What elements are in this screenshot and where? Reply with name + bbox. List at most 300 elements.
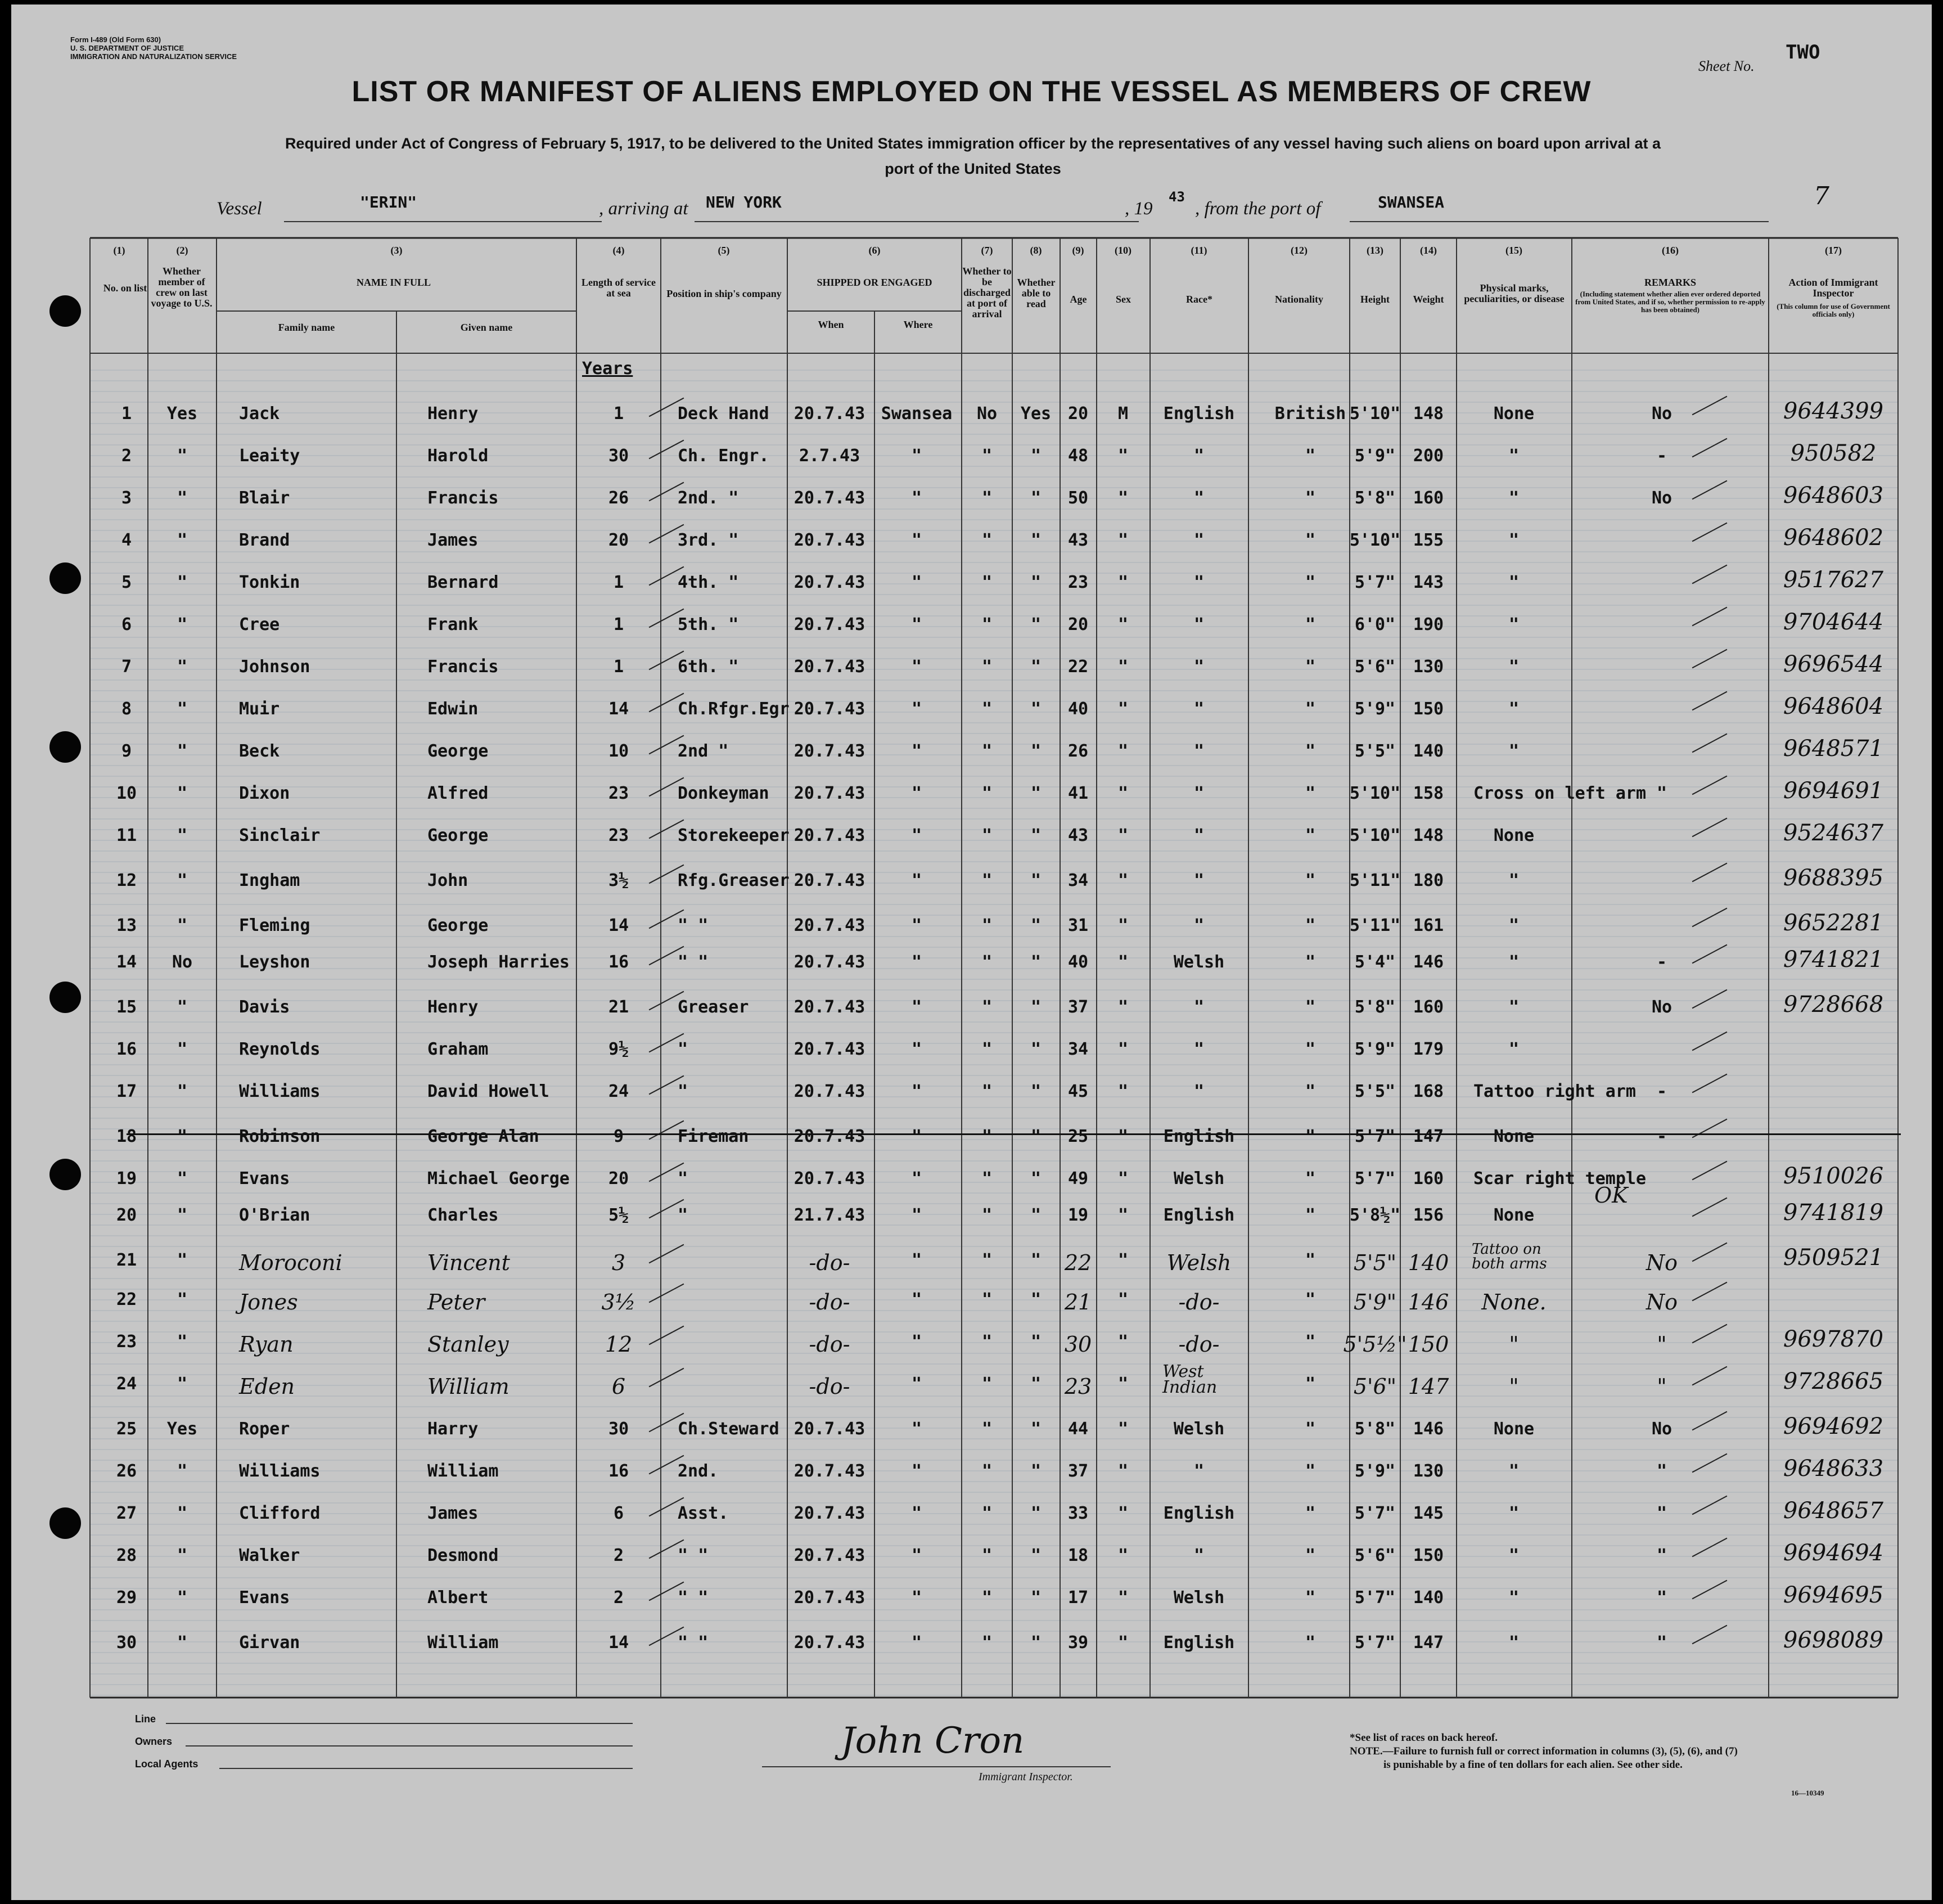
cell-given: Charles [427,1205,499,1225]
cell-act: 9698089 [1783,1627,1884,1653]
cell-nat: " [1305,488,1316,508]
column-number: (5) [718,245,730,256]
cell-pos: " " [678,916,709,935]
cell-read: " [1030,446,1042,466]
header-no-on-list: No. on list [103,282,147,294]
binder-hole [49,295,81,327]
cell-rem: " [1657,1332,1667,1357]
cell-crew: " [177,1205,188,1225]
cell-read: " [1030,615,1042,634]
cell-age: 44 [1067,1419,1089,1439]
cell-where: " [911,1169,922,1189]
header-action-note: (This column for use of Government officials only) [1777,302,1890,318]
cell-when: 2.7.43 [799,446,860,466]
cell-where: " [911,1127,922,1146]
cell-family: Fleming [239,916,310,935]
cell-given: James [427,530,479,550]
year-prefix: , 19 [1125,199,1153,219]
cell-len: 3½ [601,1290,636,1315]
binder-hole [49,982,81,1013]
cell-when: 20.7.43 [794,741,865,761]
cell-race: " [1193,615,1205,634]
cell-age: 33 [1067,1504,1089,1523]
cell-read: " [1030,952,1042,972]
cell-nat: " [1305,1461,1316,1481]
requirement-statement [124,131,1822,182]
cell-family: Clifford [239,1504,321,1523]
cell-wt: 158 [1413,784,1444,803]
cell-where: " [911,699,922,719]
header-length-service: Length of service at sea [581,277,656,299]
header-remarks-note: (Including statement whether alien ever ordered deported from United States, and if so, whether permission to re-apply has been obtained) [1575,290,1765,314]
cell-crew: " [177,446,188,466]
cell-crew: " [177,1127,188,1146]
cell-crew: " [177,573,188,592]
header-nationality: Nationality [1274,294,1323,305]
cell-read: " [1030,997,1042,1017]
cell-pos: Donkeyman [678,784,769,803]
cell-crew: " [177,1290,188,1309]
cell-dis: " [981,573,993,592]
cell-race: Welsh [1173,1169,1225,1189]
cell-sex: " [1117,446,1129,466]
cell-rem: - [1656,1127,1667,1146]
cell-race: " [1193,997,1205,1017]
cell-sex: " [1117,1588,1129,1608]
cell-dis: " [981,741,993,761]
cell-sex: " [1117,699,1129,719]
agents-underline [219,1768,633,1769]
cell-ht: 5'8" [1354,997,1396,1017]
header-physical-marks: Physical marks, peculiarities, or disease [1464,282,1565,304]
cell-len: 9 [613,1127,624,1146]
cell-phys: " [1508,530,1520,550]
cell-sex: " [1117,916,1129,935]
cell-ht: 5'7" [1354,1588,1396,1608]
cell-given: Henry [427,404,479,424]
cell-where: " [911,615,922,634]
cell-read: " [1030,826,1042,845]
cell-ht: 5'5" [1353,1250,1397,1275]
cell-dis: " [981,1374,993,1394]
cell-age: 20 [1067,404,1089,424]
cell-wt: 130 [1413,1461,1444,1481]
cell-rem: - [1656,446,1667,466]
cell-family: Robinson [239,1127,321,1146]
years-unit: Years [582,359,633,379]
cell-given: George [427,741,489,761]
cell-sex: " [1117,1332,1129,1352]
cell-race: English [1163,1633,1235,1653]
header-crew-last-voyage: Whether member of crew on last voyage to U.S. [151,265,213,309]
cell-given: Harold [427,446,489,466]
cell-phys: None [1493,1205,1535,1225]
cell-age: 22 [1064,1250,1092,1275]
cell-rem: " [1656,1588,1667,1608]
cell-sex: " [1117,488,1129,508]
cell-crew: Yes [166,1419,198,1439]
cell-act: 9728668 [1783,992,1884,1018]
cell-ht: 5'11" [1349,916,1401,935]
date-underline [919,221,1139,222]
cell-when: 20.7.43 [794,1546,865,1565]
cell-given: George [427,916,489,935]
cell-pos: " [678,1205,688,1225]
cell-len: 1 [613,657,624,677]
cell-when: 20.7.43 [794,1633,865,1653]
cell-sex: " [1117,826,1129,845]
cell-when: -do- [809,1332,850,1357]
cell-read: " [1030,1127,1042,1146]
cell-wt: 168 [1413,1082,1444,1101]
from-port-label: , from the port of [1195,199,1321,219]
cell-crew: " [177,1504,188,1523]
cell-ht: 6'0" [1354,615,1396,634]
cell-where: " [911,871,922,890]
cell-nat: " [1305,573,1316,592]
cell-len: 16 [608,952,629,972]
cell-phys: Tattoo on both arms [1472,1241,1547,1272]
cell-len: 12 [605,1332,633,1357]
cell-crew: " [177,1633,188,1653]
cell-phys: None [1493,826,1535,845]
cell-no: 14 [116,952,137,972]
cell-when: -do- [809,1250,850,1275]
cell-len: 5½ [608,1205,629,1225]
cell-where: " [911,488,922,508]
cell-family: Ingham [239,871,300,890]
cell-dis: " [981,1588,993,1608]
cell-rem: No [1651,404,1672,424]
cell-when: 20.7.43 [794,615,865,634]
cell-when: 20.7.43 [794,871,865,890]
cell-dis: " [981,1127,993,1146]
cell-when: 20.7.43 [794,1461,865,1481]
cell-race: " [1193,446,1205,466]
line-label: Line [135,1713,156,1725]
column-number: (4) [612,245,625,256]
cell-nat: " [1305,446,1316,466]
cell-no: 29 [116,1588,137,1608]
cell-family: Ryan [239,1332,294,1357]
vessel-label: Vessel [217,199,262,219]
cell-no: 11 [116,826,137,845]
cell-dis: " [981,1633,993,1653]
cell-act: 9694691 [1783,778,1884,804]
footnote-fine: is punishable by a fine of ten dollars for each alien. See other side. [1383,1759,1683,1771]
cell-sex: M [1117,404,1129,424]
cell-when: 20.7.43 [794,1039,865,1059]
cell-sex: " [1117,871,1129,890]
cell-phys: None [1493,404,1535,424]
cell-rem: No [1646,1250,1678,1275]
cell-family: Brand [239,530,290,550]
margin-mark: 7 [1814,182,1829,210]
cell-wt: 146 [1408,1290,1449,1315]
cell-pos: " [678,1169,688,1189]
cell-phys: " [1509,1374,1519,1399]
cell-pos: 3rd. " [678,530,739,550]
cell-wt: 143 [1413,573,1444,592]
cell-len: 20 [608,530,629,550]
cell-crew: " [177,871,188,890]
cell-rem: No [1646,1290,1678,1315]
cell-given: Francis [427,488,499,508]
cell-when: 20.7.43 [794,404,865,424]
cell-act: 9728665 [1783,1369,1884,1394]
cell-sex: " [1117,1504,1129,1523]
cell-when: 20.7.43 [794,952,865,972]
cell-dis: " [981,826,993,845]
cell-phys: Cross on left arm [1473,784,1647,803]
cell-where: " [911,997,922,1017]
cell-read: " [1030,1461,1042,1481]
cell-crew: " [177,1546,188,1565]
inspector-signature: John Cron [841,1720,1025,1762]
cell-rem: " [1656,1504,1667,1523]
form-id-line: Form I-489 (Old Form 630) [70,35,161,44]
cell-nat: " [1305,1082,1316,1101]
cell-family: Eden [239,1374,295,1399]
cell-crew: Yes [166,404,198,424]
cell-nat: " [1305,952,1316,972]
cell-sex: " [1117,952,1129,972]
cell-nat: " [1305,997,1316,1017]
header-height: Height [1360,294,1390,305]
cell-phys: " [1508,1588,1520,1608]
cell-nat: " [1305,1127,1316,1146]
cell-where: " [911,916,922,935]
cell-dis: " [981,1250,993,1270]
cell-given: George Alan [427,1127,539,1146]
cell-age: 43 [1067,530,1089,550]
cell-nat: " [1305,1205,1316,1225]
cell-act: 9741821 [1783,947,1884,973]
cell-ht: 5'5" [1354,741,1396,761]
cell-no: 30 [116,1633,137,1653]
cell-family: O'Brian [239,1205,310,1225]
cell-no: 4 [121,530,132,550]
column-number: (6) [868,245,881,256]
cell-no: 5 [121,573,132,592]
cell-wt: 160 [1413,997,1444,1017]
cell-race: " [1193,573,1205,592]
cell-len: 1 [613,573,624,592]
cell-phys: " [1508,1461,1520,1481]
cell-family: Muir [239,699,280,719]
cell-read: " [1030,916,1042,935]
cell-when: 20.7.43 [794,1419,865,1439]
owners-underline [186,1745,633,1747]
cell-no: 24 [116,1374,137,1394]
cell-pos: 4th. " [678,573,739,592]
cell-dis: " [981,446,993,466]
cell-age: 41 [1067,784,1089,803]
cell-phys: Tattoo right arm [1473,1082,1636,1101]
cell-nat: " [1305,1419,1316,1439]
cell-dis: " [981,1332,993,1352]
cell-age: 34 [1067,1039,1089,1059]
cell-read: " [1030,1250,1042,1270]
cell-wt: 160 [1413,1169,1444,1189]
cell-given: Peter [427,1290,485,1315]
cell-nat: " [1305,1332,1316,1352]
cell-race: " [1193,1082,1205,1101]
cell-where: Swansea [881,404,953,424]
cell-len: 3½ [608,871,629,890]
cell-ht: 5'7" [1354,1504,1396,1523]
cell-wt: 150 [1413,699,1444,719]
form-id-line: U. S. DEPARTMENT OF JUSTICE [70,44,184,52]
column-number: (17) [1825,245,1842,256]
cell-read: " [1030,530,1042,550]
cell-race: English [1163,404,1235,424]
footnote-races: *See list of races on back hereof. [1350,1732,1498,1744]
cell-given: Henry [427,997,479,1017]
cell-family: Cree [239,615,280,634]
cell-wt: 146 [1413,1419,1444,1439]
cell-no: 10 [116,784,137,803]
header-name-in-full: NAME IN FULL [356,277,431,288]
cell-act: 9648602 [1783,525,1884,551]
vessel-underline [284,221,602,222]
cell-sex: " [1117,1374,1129,1394]
form-code: 16—10349 [1791,1789,1824,1797]
cell-phys: " [1508,573,1520,592]
cell-sex: " [1117,997,1129,1017]
cell-sex: " [1117,1250,1129,1270]
header-age: Age [1070,294,1087,305]
cell-rem: No [1651,1419,1672,1439]
cell-nat: " [1305,784,1316,803]
column-number: (9) [1072,245,1084,256]
cell-race: " [1193,916,1205,935]
cell-dis: " [981,1546,993,1565]
cell-when: 20.7.43 [794,826,865,845]
cell-given: James [427,1504,479,1523]
cell-read: " [1030,1633,1042,1653]
column-number: (16) [1662,245,1679,256]
cell-where: " [911,1082,922,1101]
cell-sex: " [1117,530,1129,550]
cell-read: " [1030,573,1042,592]
cell-nat: " [1305,741,1316,761]
cell-given: George [427,826,489,845]
cell-len: 20 [608,1169,629,1189]
cell-len: 3 [611,1250,626,1275]
header-weight: Weight [1413,294,1444,305]
cell-wt: 147 [1413,1127,1444,1146]
cell-race: " [1193,657,1205,677]
cell-sex: " [1117,1419,1129,1439]
binder-hole [49,1159,81,1190]
column-number: (8) [1030,245,1042,256]
cell-age: 25 [1067,1127,1089,1146]
cell-phys: " [1508,699,1520,719]
cell-crew: " [177,916,188,935]
local-agents-label: Local Agents [135,1758,199,1770]
cell-family: Dixon [239,784,290,803]
cell-wt: 160 [1413,488,1444,508]
cell-where: " [911,530,922,550]
cell-read: " [1030,1169,1042,1189]
cell-len: 24 [608,1082,629,1101]
cell-age: 40 [1067,699,1089,719]
cell-pos: Ch. Engr. [678,446,769,466]
cell-race: Welsh [1166,1250,1232,1275]
cell-given: Desmond [427,1546,499,1565]
cell-where: " [911,1504,922,1523]
cell-pos: Ch.Rfgr.Egr [678,699,790,719]
cell-given: Joseph Harries [427,952,570,972]
cell-given: Albert [427,1588,489,1608]
cell-pos: " [678,1039,688,1059]
cell-race: Welsh [1173,952,1225,972]
cell-wt: 148 [1413,826,1444,845]
cell-nat: " [1305,916,1316,935]
footnote-note: NOTE.—Failure to furnish full or correct information in columns (3), (5), (6), and (7) [1350,1745,1738,1757]
cell-family: Sinclair [239,826,321,845]
vessel-name: "ERIN" [360,193,417,211]
cell-len: 9½ [608,1039,629,1059]
cell-when: 20.7.43 [794,573,865,592]
cell-dis: No [976,404,998,424]
cell-crew: No [172,952,193,972]
cell-phys: " [1508,488,1520,508]
cell-sex: " [1117,784,1129,803]
cell-age: 50 [1067,488,1089,508]
cell-rem: " [1656,784,1667,803]
cell-no: 25 [116,1419,137,1439]
cell-race: English [1163,1205,1235,1225]
column-number: (10) [1115,245,1131,256]
cell-dis: " [981,530,993,550]
cell-read: " [1030,1419,1042,1439]
cell-family: Leaity [239,446,300,466]
cell-ht: 5'10" [1349,404,1401,424]
cell-where: " [911,1374,922,1394]
cell-act: 9696544 [1783,651,1884,677]
cell-dis: " [981,488,993,508]
cell-len: 10 [608,741,629,761]
cell-ht: 5'10" [1349,530,1401,550]
cell-when: 20.7.43 [794,997,865,1017]
cell-wt: 179 [1413,1039,1444,1059]
cell-given: Edwin [427,699,479,719]
cell-race: " [1193,784,1205,803]
cell-act: 9648571 [1783,736,1884,762]
departure-port: SWANSEA [1378,193,1445,211]
cell-dis: " [981,657,993,677]
cell-read: Yes [1020,404,1052,424]
cell-len: 2 [613,1546,624,1565]
cell-no: 19 [116,1169,137,1189]
column-number: (3) [390,245,403,256]
column-number: (14) [1420,245,1437,256]
cell-no: 9 [121,741,132,761]
cell-no: 7 [121,657,132,677]
cell-act: 9704644 [1783,609,1884,635]
cell-ht: 5'9" [1354,699,1396,719]
cell-family: Leyshon [239,952,310,972]
cell-dis: " [981,1205,993,1225]
cell-ht: 5'7" [1354,1169,1396,1189]
cell-given: Vincent [427,1250,510,1275]
cell-sex: " [1117,1127,1129,1146]
cell-age: 39 [1067,1633,1089,1653]
column-number: (11) [1191,245,1207,256]
cell-crew: " [177,488,188,508]
